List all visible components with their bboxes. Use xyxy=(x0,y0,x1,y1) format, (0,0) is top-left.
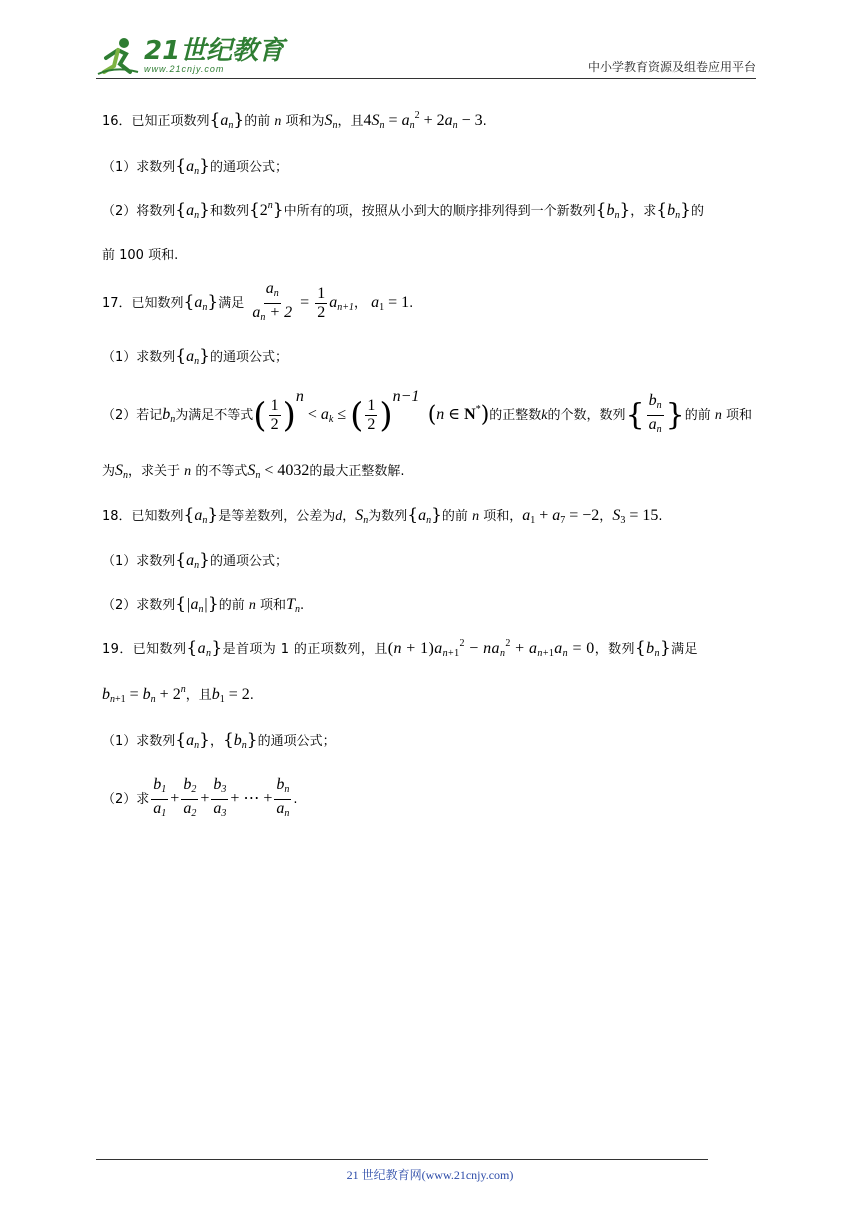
problem-18-statement: 18．已知数列$\{a_n\}$是等差数列，公差为d，$S_n$为数列$\{a_n\}$的前 n 项和，$a_1 + a_7 = -2$，$S_3 = 15$. xyxy=(102,505,663,526)
footer-text: 21 世纪教育网(www.21cnjy.com) xyxy=(346,1168,514,1182)
problem-19-statement: 19．已知数列$\{a_n\}$是首项为 1 的正项数列，且$(n + 1)a_{n+1}^2 - na_n^2 + a_{n+1}a_n = 0$，数列$\{b_n\}$满足 xyxy=(102,638,698,659)
problem-17-part-1: （1）求数列$\{a_n\}$的通项公式； xyxy=(102,346,288,367)
page-header xyxy=(96,30,756,79)
problem-16-part-2: （2）将数列$\{a_n\}$和数列{2$^n$}中所有的项，按照从小到大的顺序排列得到一个新数列$\{b_n\}$，求$\{b_n\}$的 xyxy=(102,200,704,221)
problem-19-statement-cont: $b_{n+1} = b_n + 2^n$，且$b_1 = 2$. xyxy=(102,684,254,705)
problem-17-part-2: （2）若记$b_n$为满足不等式( $\frac{1}{2}$ )$^n < a_k$ ≤ ( $\frac{1}{2}$ )$^{n-1}$ (n ∈ N*)的正整数k的个数，数列{ $\frac{b_n}{a_n}$ }的前 n 项和 xyxy=(102,388,753,436)
problem-17-statement: 17．已知数列$\{a_n\}$满足 $\frac{a_n}{a_n + 2}$ = $\frac{1}{2}$ $a_{n+1}$， $a_1 = 1$. xyxy=(102,280,766,327)
problem-16-statement: 16．已知正项数列$\{a_n\}$的前 n 项和为$S_n$，且$4S_n = a_n^2 + 2a_n - 3$. xyxy=(102,110,487,131)
problem-16-part-1: （1）求数列$\{a_n\}$的通项公式； xyxy=(102,156,288,177)
runner-logo-icon xyxy=(96,36,140,76)
problem-18-part-2: （2）求数列$\{|a_n|\}$的前 n 项和$T_n$. xyxy=(102,594,305,615)
problem-19-part-2: （2）求 $\frac{b_1}{a_1}$ + $\frac{b_2}{a_2}$ + $\frac{b_3}{a_3}$ + ⋯ + $\frac{b_n}{a_n}$ . xyxy=(102,776,298,819)
problem-17-part-2-cont: 为$S_n$，求关于 n 的不等式$S_n < 4032$的最大正整数解. xyxy=(102,462,405,481)
fraction-an-over-an-plus-2: $\frac{a_n}{a_n + 2}$ xyxy=(252,280,293,323)
footer-divider xyxy=(96,1159,708,1160)
header-platform-text: 中小学教育资源及组卷应用平台 xyxy=(587,60,756,74)
problem-19-part-1: （1）求数列$\{a_n\}$，$\{b_n\}$的通项公式； xyxy=(102,730,336,751)
logo-text: 21世纪教育 xyxy=(144,36,285,66)
logo-url: www.21cnjy.com xyxy=(144,64,225,74)
problem-18-part-1: （1）求数列$\{a_n\}$的通项公式； xyxy=(102,550,288,571)
problem-16-part-2-cont: 前 100 项和. xyxy=(102,248,179,263)
